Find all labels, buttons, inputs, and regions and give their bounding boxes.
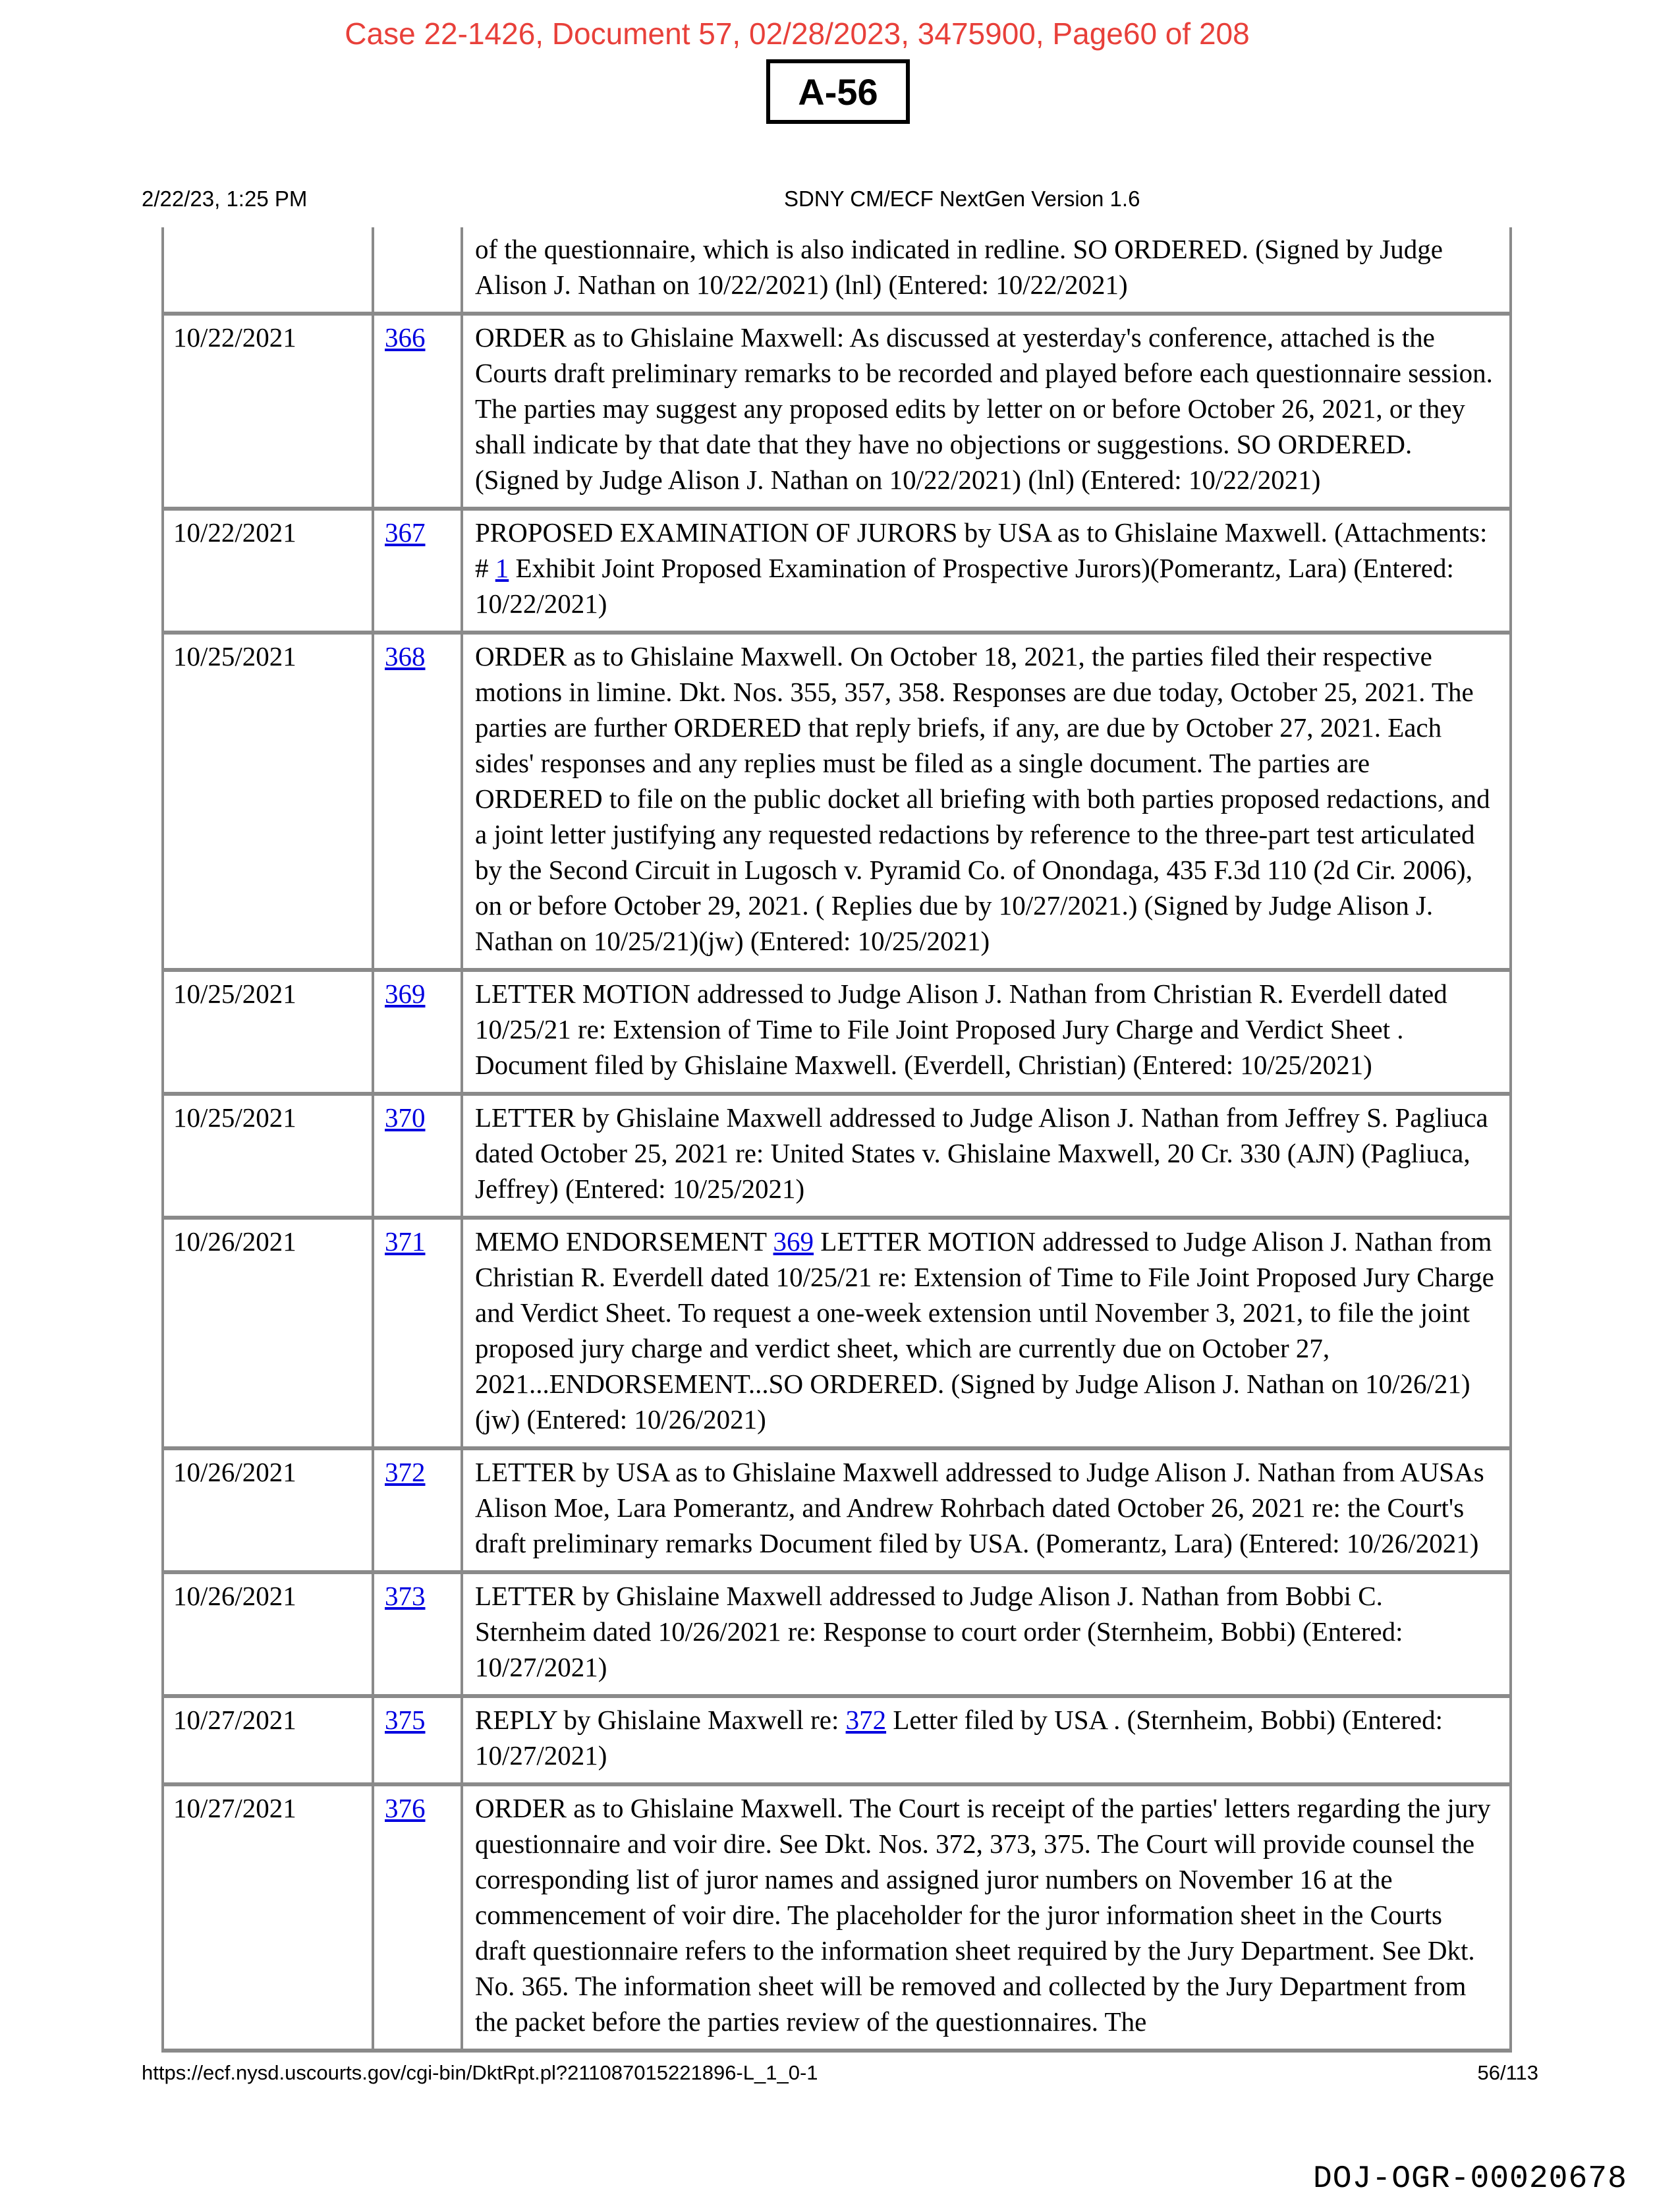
docket-row bbox=[163, 1448, 1511, 1572]
date-cell: 10/26/2021 bbox=[163, 1572, 373, 1696]
docket-row bbox=[163, 633, 1511, 970]
description-cell: ORDER as to Ghislaine Maxwell. The Court is receipt of the parties' letters regarding the jury questionnaire and voir dire. See Dkt. Nos. 372, 373, 375. The Court will provide counsel the corresponding list of juror names and assigned juror numbers on November 16 at the commencement of voir dire. The placeholder for the juror information sheet in the Courts draft questionnaire refers to the information sheet required by the Jury Department. See Dkt. No. 365. The information sheet will be removed and collected by the Jury Department from the packet before the parties review of the questionnaires. The bbox=[462, 1784, 1511, 2051]
description-cell: LETTER MOTION addressed to Judge Alison J. Nathan from Christian R. Everdell dated 10/25/21 re: Extension of Time to File Joint Proposed Jury Charge and Verdict Sheet . Document filed by Ghislaine Maxwell. (Everdell, Christian) (Entered: 10/25/2021) bbox=[462, 970, 1511, 1094]
doc-number-link[interactable]: 371 bbox=[385, 1226, 426, 1257]
date-cell: 10/25/2021 bbox=[163, 633, 373, 970]
docket-row bbox=[163, 227, 1511, 314]
doc-number-cell bbox=[373, 509, 462, 633]
doc-number-link[interactable]: 367 bbox=[385, 517, 426, 548]
doc-number-cell bbox=[373, 227, 462, 314]
docket-row bbox=[163, 314, 1511, 509]
doc-number-link[interactable]: 369 bbox=[385, 978, 426, 1009]
doc-number-link[interactable]: 372 bbox=[385, 1457, 426, 1487]
description-cell: MEMO ENDORSEMENT 369 LETTER MOTION addressed to Judge Alison J. Nathan from Christian R. Everdell dated 10/25/21 re: Extension of Time to File Joint Proposed Jury Charge and Verdict Sheet. To request a one-week extension until November 3, 2021, to file the joint proposed jury charge and verdict sheet, which are currently due on October 27, 2021...ENDORSEMENT...SO ORDERED. (Signed by Judge Alison J. Nathan on 10/26/21) (jw) (Entered: 10/26/2021) bbox=[462, 1218, 1511, 1448]
doc-number-cell bbox=[373, 970, 462, 1094]
description-cell: ORDER as to Ghislaine Maxwell: As discussed at yesterday's conference, attached is the Courts draft preliminary remarks to be recorded and played before each questionnaire session. The parties may suggest any proposed edits by letter on or before October 26, 2021, or they shall indicate by that date that they have no objections or suggestions. SO ORDERED. (Signed by Judge Alison J. Nathan on 10/22/2021) (lnl) (Entered: 10/22/2021) bbox=[462, 314, 1511, 509]
date-cell: 10/26/2021 bbox=[163, 1218, 373, 1448]
print-header bbox=[142, 186, 1538, 213]
date-cell: 10/27/2021 bbox=[163, 1784, 373, 2051]
app-title: SDNY CM/ECF NextGen Version 1.6 bbox=[784, 186, 1140, 211]
date-cell: 10/27/2021 bbox=[163, 1696, 373, 1784]
description-cell: of the questionnaire, which is also indicated in redline. SO ORDERED. (Signed by Judge Alison J. Nathan on 10/22/2021) (lnl) (Entered: 10/22/2021) bbox=[462, 227, 1511, 314]
docket-row bbox=[163, 1094, 1511, 1218]
doc-number-link[interactable]: 370 bbox=[385, 1102, 426, 1133]
doc-number-link[interactable]: 368 bbox=[385, 641, 426, 671]
docket-row bbox=[163, 1784, 1511, 2051]
docket-row bbox=[163, 1696, 1511, 1784]
appendix-page-label-box bbox=[766, 59, 910, 124]
print-datetime: 2/22/23, 1:25 PM bbox=[142, 186, 308, 211]
date-cell bbox=[163, 227, 373, 314]
date-cell: 10/22/2021 bbox=[163, 314, 373, 509]
print-footer bbox=[142, 2061, 1538, 2087]
description-cell: LETTER by Ghislaine Maxwell addressed to Judge Alison J. Nathan from Jeffrey S. Pagliuca dated October 25, 2021 re: United States v. Ghislaine Maxwell, 20 Cr. 330 (AJN) (Pagliuca, Jeffrey) (Entered: 10/25/2021) bbox=[462, 1094, 1511, 1218]
docket-row bbox=[163, 1218, 1511, 1448]
doc-reference-link[interactable]: 1 bbox=[495, 553, 509, 583]
doc-number-cell bbox=[373, 1218, 462, 1448]
case-stamp: Case 22-1426, Document 57, 02/28/2023, 3475900, Page60 of 208 bbox=[345, 16, 1250, 51]
docket-table-body bbox=[163, 227, 1511, 2051]
docket-row bbox=[163, 509, 1511, 633]
doc-number-cell bbox=[373, 1784, 462, 2051]
docket-row bbox=[163, 970, 1511, 1094]
description-cell: PROPOSED EXAMINATION OF JURORS by USA as to Ghislaine Maxwell. (Attachments: # 1 Exhibit Joint Proposed Examination of Prospective Jurors)(Pomerantz, Lara) (Entered: 10/22/2021) bbox=[462, 509, 1511, 633]
date-cell: 10/26/2021 bbox=[163, 1448, 373, 1572]
footer-url: https://ecf.nysd.uscourts.gov/cgi-bin/DktRpt.pl?211087015221896-L_1_0-1 bbox=[142, 2061, 818, 2084]
description-cell: LETTER by Ghislaine Maxwell addressed to Judge Alison J. Nathan from Bobbi C. Sternheim dated 10/26/2021 re: Response to court order (Sternheim, Bobbi) (Entered: 10/27/2021) bbox=[462, 1572, 1511, 1696]
doc-reference-link[interactable]: 369 bbox=[773, 1226, 814, 1257]
doc-number-link[interactable]: 375 bbox=[385, 1705, 426, 1735]
doc-number-link[interactable]: 366 bbox=[385, 322, 426, 353]
doc-number-cell bbox=[373, 1696, 462, 1784]
doc-number-cell bbox=[373, 1094, 462, 1218]
appendix-page-label: A-56 bbox=[798, 71, 878, 113]
docket-row bbox=[163, 1572, 1511, 1696]
docket-table-container bbox=[161, 227, 1512, 2053]
description-cell: REPLY by Ghislaine Maxwell re: 372 Letter filed by USA . (Sternheim, Bobbi) (Entered: 10/27/2021) bbox=[462, 1696, 1511, 1784]
doc-number-link[interactable]: 373 bbox=[385, 1581, 426, 1611]
bates-number: DOJ-OGR-00020678 bbox=[1313, 2161, 1627, 2197]
doc-number-cell bbox=[373, 1448, 462, 1572]
docket-table bbox=[161, 227, 1512, 2053]
doc-number-cell bbox=[373, 633, 462, 970]
footer-page-indicator: 56/113 bbox=[1477, 2061, 1538, 2084]
description-cell: LETTER by USA as to Ghislaine Maxwell addressed to Judge Alison J. Nathan from AUSAs Alison Moe, Lara Pomerantz, and Andrew Rohrbach dated October 26, 2021 re: the Court's draft preliminary remarks Document filed by USA. (Pomerantz, Lara) (Entered: 10/26/2021) bbox=[462, 1448, 1511, 1572]
doc-number-link[interactable]: 376 bbox=[385, 1793, 426, 1823]
doc-number-cell bbox=[373, 1572, 462, 1696]
doc-number-cell bbox=[373, 314, 462, 509]
date-cell: 10/22/2021 bbox=[163, 509, 373, 633]
date-cell: 10/25/2021 bbox=[163, 970, 373, 1094]
doc-reference-link[interactable]: 372 bbox=[845, 1705, 887, 1735]
description-cell: ORDER as to Ghislaine Maxwell. On October 18, 2021, the parties filed their respective motions in limine. Dkt. Nos. 355, 357, 358. Responses are due today, October 25, 2021. The parties are further ORDERED that reply briefs, if any, are due by October 27, 2021. Each sides' responses and any replies must be filed as a single document. The parties are ORDERED to file on the public docket all briefing with both parties proposed redactions, and a joint letter justifying any requested redactions by reference to the three-part test articulated by the Second Circuit in Lugosch v. Pyramid Co. of Onondaga, 435 F.3d 110 (2d Cir. 2006), on or before October 29, 2021. ( Replies due by 10/27/2021.) (Signed by Judge Alison J. Nathan on 10/25/21)(jw) (Entered: 10/25/2021) bbox=[462, 633, 1511, 970]
date-cell: 10/25/2021 bbox=[163, 1094, 373, 1218]
